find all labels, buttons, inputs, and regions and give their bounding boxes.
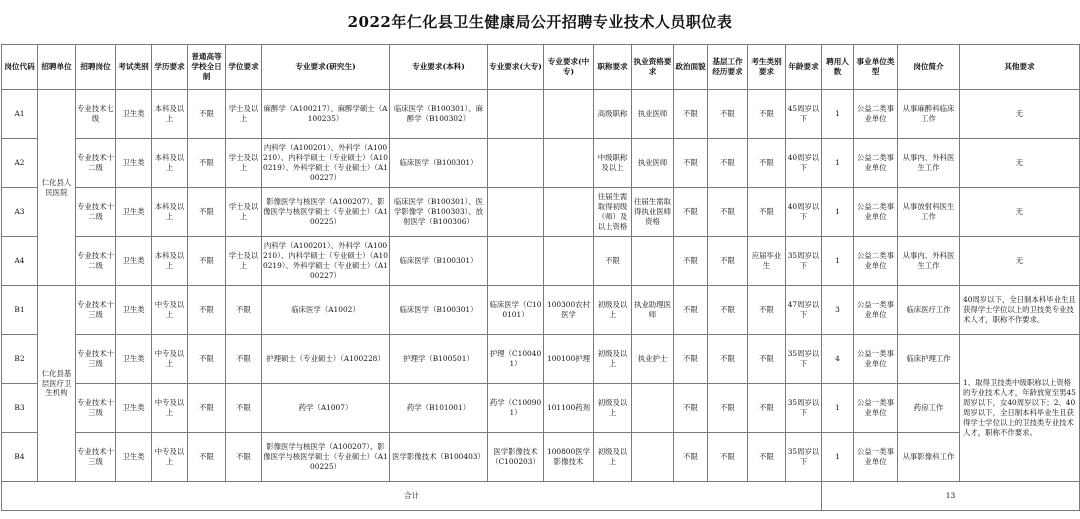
cell-age: 35周岁以下	[786, 433, 822, 482]
cell-count: 1	[822, 384, 854, 433]
header-cell: 执业资格要求	[632, 45, 674, 90]
cell-unit-type: 公益二类事业单位	[854, 90, 898, 139]
cell-bachelor: 护理学（B100501）	[390, 335, 488, 384]
cell-unit-type: 公益一类事业单位	[854, 433, 898, 482]
cell-politics: 不限	[674, 384, 708, 433]
cell-other: 无	[960, 237, 1080, 286]
cell-grassroots: 不限	[708, 90, 748, 139]
cell-degree: 学士及以上	[226, 188, 262, 237]
header-cell: 年龄要求	[786, 45, 822, 90]
cell-code: B1	[2, 286, 38, 335]
cell-title-req: 往届生需取得初级（师）及以上资格	[594, 188, 632, 237]
cell-license	[632, 237, 674, 286]
cell-intro: 从事放射科医生工作	[898, 188, 960, 237]
cell-title-req: 初级及以上	[594, 433, 632, 482]
cell-fulltime: 不限	[188, 286, 226, 335]
cell-bachelor: 临床医学（B100301）	[390, 286, 488, 335]
cell-category: 不限	[748, 139, 786, 188]
cell-license: 执业医师	[632, 90, 674, 139]
cell-age: 35周岁以下	[786, 335, 822, 384]
header-cell: 聘用人数	[822, 45, 854, 90]
cell-grassroots: 不限	[708, 237, 748, 286]
table-row	[2, 384, 1080, 433]
cell-grassroots: 不限	[708, 384, 748, 433]
cell-post: 专业技术十三级	[76, 335, 116, 384]
cell-count: 1	[822, 237, 854, 286]
cell-age: 35周岁以下	[786, 237, 822, 286]
cell-count: 4	[822, 335, 854, 384]
cell-bachelor: 临床医学（B100301）	[390, 237, 488, 286]
cell-grassroots: 不限	[708, 286, 748, 335]
cell-other: 1、取得卫技类中级职称以上资格的专业技术人才，年龄放宽至男45周岁以下，女40周岁以下；2、40周岁以下，全日制本科毕业生且获得学士学位以上的卫技类专业技术人才，职称不作要求。	[960, 335, 1080, 482]
cell-title-req: 初级及以上	[594, 286, 632, 335]
cell-politics: 不限	[674, 139, 708, 188]
cell-bachelor: 临床医学（B100301）、麻醉学（B100302）	[390, 90, 488, 139]
cell-age: 40周岁以下	[786, 188, 822, 237]
cell-other: 40周岁以下，全日制本科毕业生且获得学士学位以上的卫技类专业技术人才，职称不作要求。	[960, 286, 1080, 335]
cell-edu: 本科及以上	[152, 237, 188, 286]
cell-fulltime: 不限	[188, 384, 226, 433]
cell-secondary: 100300农村医学	[544, 286, 594, 335]
cell-grad: 临床医学（A1002）	[262, 286, 390, 335]
cell-unit-type: 公益一类事业单位	[854, 384, 898, 433]
cell-exam: 卫生类	[116, 335, 152, 384]
cell-degree: 学士及以上	[226, 139, 262, 188]
header-cell: 招聘单位	[38, 45, 76, 90]
header-cell: 专业要求(大专)	[488, 45, 544, 90]
cell-bachelor: 临床医学（B100301）	[390, 139, 488, 188]
cell-grassroots: 不限	[708, 335, 748, 384]
position-table	[1, 44, 1080, 511]
cell-secondary	[544, 139, 594, 188]
cell-title-req: 不限	[594, 237, 632, 286]
cell-grad: 内科学（A100201）、外科学（A100210）、内科学硕士（专业硕士）（A100219）、外科学硕士（专业硕士）（A100227）	[262, 139, 390, 188]
cell-edu: 本科及以上	[152, 139, 188, 188]
cell-exam: 卫生类	[116, 384, 152, 433]
cell-count: 1	[822, 139, 854, 188]
table-row	[2, 335, 1080, 384]
cell-degree: 学士及以上	[226, 237, 262, 286]
cell-degree: 学士及以上	[226, 90, 262, 139]
cell-unit-type: 公益一类事业单位	[854, 286, 898, 335]
cell-category: 应届毕业生	[748, 237, 786, 286]
cell-edu: 中专及以上	[152, 335, 188, 384]
header-cell: 专业要求(中专)	[544, 45, 594, 90]
cell-category: 不限	[748, 188, 786, 237]
cell-category: 不限	[748, 90, 786, 139]
cell-edu: 中专及以上	[152, 286, 188, 335]
cell-grad: 护理硕士（专业硕士）（A100228）	[262, 335, 390, 384]
cell-secondary: 101100药剂	[544, 384, 594, 433]
cell-fulltime: 不限	[188, 139, 226, 188]
table-row	[2, 433, 1080, 482]
cell-post: 专业技术十二级	[76, 188, 116, 237]
cell-secondary	[544, 188, 594, 237]
cell-bachelor: 药学（B101001）	[390, 384, 488, 433]
cell-post: 专业技术七级	[76, 90, 116, 139]
cell-secondary	[544, 237, 594, 286]
cell-post: 专业技术十二级	[76, 237, 116, 286]
cell-intro: 药房工作	[898, 384, 960, 433]
cell-code: A3	[2, 188, 38, 237]
table-row	[2, 188, 1080, 237]
cell-code: B3	[2, 384, 38, 433]
cell-intro: 临床医疗工作	[898, 286, 960, 335]
cell-politics: 不限	[674, 237, 708, 286]
cell-secondary	[544, 90, 594, 139]
cell-code: A4	[2, 237, 38, 286]
table-row	[2, 139, 1080, 188]
header-cell: 其他要求	[960, 45, 1080, 90]
cell-license: 执业助理医师	[632, 286, 674, 335]
header-cell: 普通高等学校全日制	[188, 45, 226, 90]
table-row	[2, 286, 1080, 335]
cell-politics: 不限	[674, 188, 708, 237]
cell-exam: 卫生类	[116, 90, 152, 139]
cell-title-req: 中级职称及以上	[594, 139, 632, 188]
cell-post: 专业技术十三级	[76, 384, 116, 433]
cell-post: 专业技术十二级	[76, 139, 116, 188]
cell-license: 执业护士	[632, 335, 674, 384]
cell-grad: 内科学（A100201）、外科学（A100210）、内科学硕士（专业硕士）（A100219）、外科学硕士（专业硕士）（A100227）	[262, 237, 390, 286]
cell-license: 执业医师	[632, 139, 674, 188]
cell-college	[488, 90, 544, 139]
cell-degree: 不限	[226, 384, 262, 433]
cell-fulltime: 不限	[188, 433, 226, 482]
cell-secondary: 100800医学影像技术	[544, 433, 594, 482]
cell-category: 不限	[748, 433, 786, 482]
cell-exam: 卫生类	[116, 286, 152, 335]
header-cell: 政治面貌	[674, 45, 708, 90]
cell-intro: 从事影像科工作	[898, 433, 960, 482]
cell-politics: 不限	[674, 90, 708, 139]
cell-edu: 中专及以上	[152, 433, 188, 482]
cell-college: 医学影像技术（C100203）	[488, 433, 544, 482]
total-row	[2, 482, 1080, 511]
table-row	[2, 90, 1080, 139]
cell-college	[488, 237, 544, 286]
cell-other: 无	[960, 90, 1080, 139]
cell-degree: 不限	[226, 433, 262, 482]
cell-degree: 不限	[226, 286, 262, 335]
cell-edu: 本科及以上	[152, 188, 188, 237]
cell-license	[632, 433, 674, 482]
cell-grassroots: 不限	[708, 433, 748, 482]
cell-title-req: 初级及以上	[594, 335, 632, 384]
cell-title-req: 初级及以上	[594, 384, 632, 433]
cell-college: 临床医学（C100101）	[488, 286, 544, 335]
cell-fulltime: 不限	[188, 90, 226, 139]
cell-unit-type: 公益一类事业单位	[854, 335, 898, 384]
cell-age: 45周岁以下	[786, 90, 822, 139]
cell-fulltime: 不限	[188, 335, 226, 384]
cell-other: 无	[960, 139, 1080, 188]
cell-code: B2	[2, 335, 38, 384]
cell-degree: 不限	[226, 335, 262, 384]
cell-post: 专业技术十三级	[76, 286, 116, 335]
header-cell: 学位要求	[226, 45, 262, 90]
cell-grad: 麻醉学（A100217）、麻醉学硕士（A100235）	[262, 90, 390, 139]
cell-bachelor: 医学影像技术（B100403）	[390, 433, 488, 482]
header-cell: 岗位简介	[898, 45, 960, 90]
cell-count: 1	[822, 433, 854, 482]
cell-other: 无	[960, 188, 1080, 237]
cell-edu: 本科及以上	[152, 90, 188, 139]
cell-secondary: 100100护理	[544, 335, 594, 384]
cell-code: A2	[2, 139, 38, 188]
cell-age: 47周岁以下	[786, 286, 822, 335]
cell-license	[632, 384, 674, 433]
cell-category: 不限	[748, 384, 786, 433]
cell-intro: 从事麻醉科临床工作	[898, 90, 960, 139]
cell-exam: 卫生类	[116, 188, 152, 237]
cell-intro: 临床护理工作	[898, 335, 960, 384]
header-cell: 职称要求	[594, 45, 632, 90]
cell-college	[488, 139, 544, 188]
cell-grad: 药学（A1007）	[262, 384, 390, 433]
total-label: 合计	[2, 482, 822, 511]
cell-grad: 影像医学与核医学（A100207）、影像医学与核医学硕士（专业硕士）（A100225）	[262, 188, 390, 237]
cell-grassroots: 不限	[708, 139, 748, 188]
cell-category: 不限	[748, 335, 786, 384]
cell-exam: 卫生类	[116, 237, 152, 286]
cell-age: 40周岁以下	[786, 139, 822, 188]
header-cell: 学历要求	[152, 45, 188, 90]
cell-fulltime: 不限	[188, 188, 226, 237]
header-row	[2, 45, 1080, 90]
cell-college: 药学（C100901）	[488, 384, 544, 433]
cell-exam: 卫生类	[116, 139, 152, 188]
cell-bachelor: 临床医学（B100301）、医学影像学（B100303）、放射医学（B100306）	[390, 188, 488, 237]
cell-code: A1	[2, 90, 38, 139]
header-cell: 专业要求(本科)	[390, 45, 488, 90]
cell-college: 护理（C100401）	[488, 335, 544, 384]
total-count: 13	[822, 482, 1080, 511]
cell-intro: 从事内、外科医生工作	[898, 237, 960, 286]
cell-code: B4	[2, 433, 38, 482]
cell-unit-type: 公益二类事业单位	[854, 188, 898, 237]
cell-age: 35周岁以下	[786, 384, 822, 433]
cell-category: 不限	[748, 286, 786, 335]
cell-post: 专业技术十三级	[76, 433, 116, 482]
header-cell: 考试类别	[116, 45, 152, 90]
cell-politics: 不限	[674, 286, 708, 335]
cell-politics: 不限	[674, 433, 708, 482]
header-cell: 招聘岗位	[76, 45, 116, 90]
header-cell: 专业要求(研究生)	[262, 45, 390, 90]
page-title: 2022年仁化县卫生健康局公开招聘专业技术人员职位表	[347, 13, 733, 31]
cell-grassroots: 不限	[708, 188, 748, 237]
cell-count: 1	[822, 90, 854, 139]
header-cell: 考生类别要求	[748, 45, 786, 90]
cell-unit: 仁化县人民医院	[38, 90, 76, 286]
cell-politics: 不限	[674, 335, 708, 384]
cell-license: 往届生需取得执业医师资格	[632, 188, 674, 237]
cell-unit: 仁化县基层医疗卫生机构	[38, 286, 76, 482]
cell-intro: 从事内、外科医生工作	[898, 139, 960, 188]
header-cell: 基层工作经历要求	[708, 45, 748, 90]
header-cell: 岗位代码	[2, 45, 38, 90]
table-row	[2, 237, 1080, 286]
cell-count: 3	[822, 286, 854, 335]
cell-college	[488, 188, 544, 237]
cell-grad: 影像医学与核医学（A100207）、影像医学与核医学硕士（专业硕士）（A100225）	[262, 433, 390, 482]
header-cell: 事业单位类型	[854, 45, 898, 90]
cell-fulltime: 不限	[188, 237, 226, 286]
cell-count: 1	[822, 188, 854, 237]
cell-unit-type: 公益二类事业单位	[854, 139, 898, 188]
cell-title-req: 高级职称	[594, 90, 632, 139]
cell-unit-type: 公益二类事业单位	[854, 237, 898, 286]
cell-exam: 卫生类	[116, 433, 152, 482]
cell-edu: 中专及以上	[152, 384, 188, 433]
